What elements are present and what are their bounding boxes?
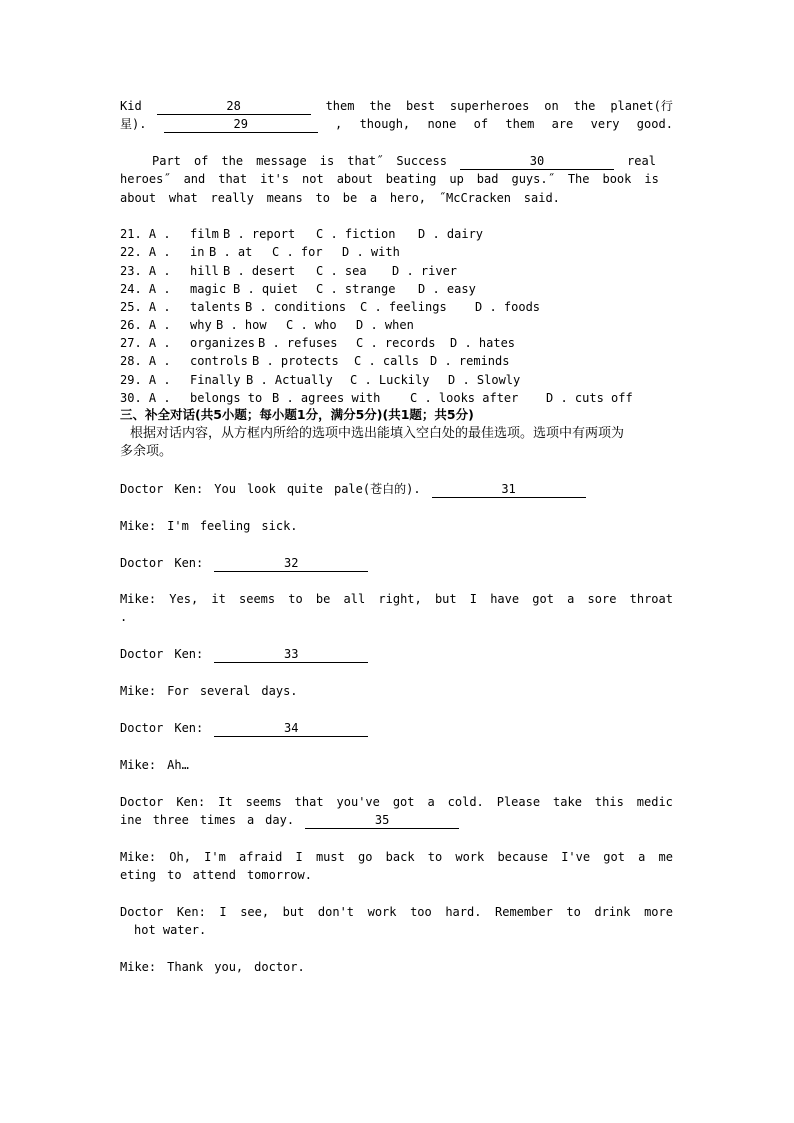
word: a bbox=[638, 850, 646, 864]
word: Ken: bbox=[174, 482, 204, 496]
word: I'm bbox=[204, 850, 226, 864]
section-instruction-line-2: 多余项。 bbox=[120, 444, 173, 459]
passage-line-5 bbox=[120, 189, 560, 207]
word: Ken: bbox=[174, 556, 204, 570]
dialogue-line-3 bbox=[120, 554, 673, 572]
option-d: D . cuts off bbox=[546, 391, 633, 405]
option-c: C . who bbox=[286, 318, 337, 332]
option-number: 28. A . bbox=[120, 354, 171, 368]
word: For bbox=[167, 684, 189, 698]
option-d: D . reminds bbox=[430, 354, 510, 368]
word: about bbox=[120, 191, 157, 205]
option-a: belongs to bbox=[190, 391, 263, 405]
word: message bbox=[256, 154, 307, 168]
word: Mike: bbox=[120, 684, 157, 698]
option-c: C . Luckily bbox=[350, 373, 430, 387]
word: work bbox=[455, 850, 485, 864]
word: book bbox=[602, 172, 632, 186]
word: medic bbox=[636, 795, 673, 809]
word: you, bbox=[214, 960, 244, 974]
option-row-25 bbox=[120, 298, 680, 316]
passage-line-3 bbox=[152, 152, 656, 170]
dialogue-line-6 bbox=[120, 682, 673, 700]
word: not bbox=[302, 172, 324, 186]
word: it's bbox=[260, 172, 290, 186]
blank-31: 31 bbox=[432, 482, 586, 498]
word: none bbox=[427, 117, 457, 131]
word: three bbox=[152, 813, 189, 827]
option-number: 21. A . bbox=[120, 227, 171, 241]
option-b: B . how bbox=[216, 318, 267, 332]
word: sick. bbox=[261, 519, 298, 533]
option-a: magic bbox=[190, 282, 227, 296]
word: eting bbox=[120, 868, 157, 882]
word: Oh, bbox=[169, 850, 191, 864]
option-a: film bbox=[190, 227, 219, 241]
option-number: 26. A . bbox=[120, 318, 171, 332]
word: I bbox=[219, 905, 227, 919]
dialogue-line-4 bbox=[120, 590, 673, 608]
option-b: B . report bbox=[223, 227, 296, 241]
dialogue-line-1 bbox=[120, 480, 673, 498]
word: Doctor bbox=[120, 721, 164, 735]
option-number: 25. A . bbox=[120, 300, 171, 314]
word: them bbox=[505, 117, 535, 131]
word: I bbox=[469, 592, 478, 606]
option-c: C . fiction bbox=[316, 227, 396, 241]
word: and bbox=[183, 172, 206, 186]
word: real bbox=[627, 154, 656, 168]
option-d: D . easy bbox=[418, 282, 476, 296]
word: Please bbox=[496, 795, 541, 809]
word: Ken: bbox=[176, 795, 206, 809]
word: means bbox=[266, 191, 303, 205]
dialogue-line-12 bbox=[120, 958, 673, 976]
word: Yes, bbox=[169, 592, 199, 606]
word: Ah… bbox=[167, 758, 189, 772]
blank-35: 35 bbox=[305, 813, 459, 829]
word: the bbox=[369, 99, 392, 113]
word: Mike: bbox=[120, 519, 157, 533]
word: times bbox=[199, 813, 236, 827]
word: seems bbox=[239, 592, 276, 606]
word: I've bbox=[561, 850, 591, 864]
option-number: 27. A . bbox=[120, 336, 171, 350]
word: take bbox=[553, 795, 582, 809]
dialogue-line-10-cont bbox=[120, 866, 673, 884]
option-c: C . strange bbox=[316, 282, 396, 296]
word: doctor. bbox=[254, 960, 305, 974]
word: hero, bbox=[389, 191, 427, 205]
word: quite bbox=[286, 482, 323, 496]
word: up bbox=[449, 172, 464, 186]
option-number: 23. A . bbox=[120, 264, 171, 278]
dialogue-line-11-cont bbox=[134, 921, 687, 939]
option-a: Finally bbox=[190, 373, 241, 387]
word: beating bbox=[385, 172, 437, 186]
word: said. bbox=[523, 191, 560, 205]
word: guys.˝ bbox=[511, 172, 555, 186]
word: really bbox=[210, 191, 254, 205]
word: though, bbox=[359, 117, 411, 131]
word: Doctor bbox=[120, 482, 164, 496]
word: ˝McCracken bbox=[438, 191, 512, 205]
blank-32: 32 bbox=[214, 556, 368, 572]
option-row-22 bbox=[120, 243, 680, 261]
word: the bbox=[573, 99, 596, 113]
option-b: B . desert bbox=[223, 264, 296, 278]
word: to bbox=[315, 191, 330, 205]
word: throat bbox=[629, 592, 673, 606]
word: is bbox=[644, 172, 659, 186]
word: Kid bbox=[120, 99, 142, 113]
word: you've bbox=[336, 795, 380, 809]
word: right, bbox=[378, 592, 422, 606]
word: hard. bbox=[445, 905, 482, 919]
option-c: C . for bbox=[272, 245, 323, 259]
word: what bbox=[168, 191, 198, 205]
word: It bbox=[218, 795, 233, 809]
word: them bbox=[325, 99, 355, 113]
option-c: C . looks after bbox=[410, 391, 519, 405]
word: Doctor bbox=[120, 556, 164, 570]
option-number: 29. A . bbox=[120, 373, 171, 387]
word: drink bbox=[594, 905, 631, 919]
word: of bbox=[193, 154, 209, 168]
word: Doctor bbox=[120, 795, 164, 809]
word: hot water. bbox=[134, 923, 207, 937]
word: work bbox=[367, 905, 397, 919]
word: Success bbox=[396, 154, 447, 168]
option-b: B . refuses bbox=[258, 336, 338, 350]
option-row-24 bbox=[120, 280, 680, 298]
word: to bbox=[288, 592, 303, 606]
dialogue-line-10 bbox=[120, 848, 673, 866]
word: You bbox=[214, 482, 236, 496]
option-b: B . agrees with bbox=[272, 391, 381, 405]
word: go bbox=[358, 850, 373, 864]
word: a bbox=[427, 795, 435, 809]
word: be bbox=[342, 191, 358, 205]
option-row-26 bbox=[120, 316, 680, 334]
option-b: B . conditions bbox=[245, 300, 347, 314]
word: planet(行 bbox=[610, 99, 673, 113]
word: got bbox=[532, 592, 554, 606]
option-d: D . with bbox=[342, 245, 400, 259]
option-row-29 bbox=[120, 371, 680, 389]
word: Thank bbox=[167, 960, 204, 974]
word: Doctor bbox=[120, 905, 164, 919]
word: got bbox=[392, 795, 415, 809]
option-d: D . dairy bbox=[418, 227, 484, 241]
option-b: B . quiet bbox=[233, 282, 299, 296]
word: don't bbox=[317, 905, 355, 919]
section-heading: 三、补全对话(共5小题；每小题1分，满分5分)(共1题；共5分) bbox=[120, 407, 474, 422]
option-a: why bbox=[190, 318, 212, 332]
option-c: C . records bbox=[356, 336, 436, 350]
dialogue-line-11 bbox=[120, 903, 673, 921]
word: but bbox=[434, 592, 457, 606]
word: of bbox=[473, 117, 489, 131]
word: bad bbox=[476, 172, 499, 186]
word: all bbox=[343, 592, 366, 606]
option-c: C . calls bbox=[354, 354, 420, 368]
section-instruction-line-1: 根据对话内容，从方框内所给的选项中选出能填入空白处的最佳选项。选项中有两项为 bbox=[130, 426, 625, 441]
word: a bbox=[246, 813, 255, 827]
option-a: hill bbox=[190, 264, 219, 278]
word: Mike: bbox=[120, 960, 157, 974]
word: me bbox=[658, 850, 673, 864]
word: pale(苍白的). bbox=[333, 482, 421, 496]
option-d: D . when bbox=[356, 318, 414, 332]
word: is bbox=[319, 154, 335, 168]
blank-33: 33 bbox=[214, 647, 368, 663]
option-b: B . at bbox=[209, 245, 253, 259]
word: to bbox=[167, 868, 182, 882]
word: . bbox=[120, 610, 128, 624]
option-number: 22. A . bbox=[120, 245, 171, 259]
blank-28: 28 bbox=[157, 99, 311, 115]
blank-30: 30 bbox=[460, 154, 614, 170]
word: Mike: bbox=[120, 592, 157, 606]
word: must bbox=[315, 850, 345, 864]
word: I bbox=[295, 850, 303, 864]
dialogue-line-7 bbox=[120, 719, 673, 737]
word: have bbox=[490, 592, 520, 606]
option-c: C . sea bbox=[316, 264, 367, 278]
word: very bbox=[590, 117, 620, 131]
word: good. bbox=[636, 117, 673, 131]
word: too bbox=[410, 905, 432, 919]
dialogue-line-9 bbox=[120, 793, 673, 811]
word: sore bbox=[587, 592, 617, 606]
word: Mike: bbox=[120, 850, 157, 864]
dialogue-line-9-cont bbox=[120, 811, 673, 829]
dialogue-line-8 bbox=[120, 756, 673, 774]
blank-29: 29 bbox=[164, 117, 318, 133]
word: I'm bbox=[167, 519, 189, 533]
word: to bbox=[427, 850, 443, 864]
option-b: B . protects bbox=[252, 354, 339, 368]
word: back bbox=[385, 850, 415, 864]
passage-line-1 bbox=[120, 97, 673, 115]
option-row-27 bbox=[120, 334, 680, 352]
word: days. bbox=[261, 684, 298, 698]
word: 星). bbox=[120, 117, 147, 131]
option-row-23 bbox=[120, 262, 680, 280]
option-a: organizes bbox=[190, 336, 256, 350]
word: superheroes bbox=[449, 99, 530, 113]
word: The bbox=[567, 172, 590, 186]
option-d: D . foods bbox=[475, 300, 541, 314]
word: a bbox=[369, 191, 378, 205]
option-a: talents bbox=[190, 300, 241, 314]
word: Remember bbox=[495, 905, 553, 919]
word: that bbox=[294, 795, 324, 809]
word: ine bbox=[120, 813, 142, 827]
word: afraid bbox=[239, 850, 283, 864]
word: this bbox=[594, 795, 624, 809]
word: Doctor bbox=[120, 647, 164, 661]
word: day. bbox=[265, 813, 295, 827]
word: Ken: bbox=[174, 721, 204, 735]
word: best bbox=[406, 99, 435, 113]
passage-line-2 bbox=[120, 115, 673, 133]
word: on bbox=[544, 99, 559, 113]
word: a bbox=[567, 592, 575, 606]
word: that˝ bbox=[347, 154, 384, 168]
option-d: D . river bbox=[392, 264, 458, 278]
dialogue-line-2 bbox=[120, 517, 673, 535]
option-d: D . hates bbox=[450, 336, 516, 350]
word: the bbox=[221, 154, 244, 168]
word: seems bbox=[245, 795, 282, 809]
word: about bbox=[336, 172, 373, 186]
word: Part bbox=[152, 154, 181, 168]
word: more bbox=[644, 905, 673, 919]
word: Ken: bbox=[174, 647, 204, 661]
passage-line-4 bbox=[120, 170, 659, 188]
option-c: C . feelings bbox=[360, 300, 447, 314]
word: to bbox=[566, 905, 581, 919]
dialogue-line-4-cont bbox=[120, 608, 673, 626]
word: feeling bbox=[199, 519, 251, 533]
word: cold. bbox=[447, 795, 484, 809]
word: attend bbox=[192, 868, 236, 882]
option-row-21 bbox=[120, 225, 680, 243]
option-row-30 bbox=[120, 389, 680, 407]
dialogue-line-5 bbox=[120, 645, 673, 663]
blank-34: 34 bbox=[214, 721, 368, 737]
option-row-28 bbox=[120, 352, 680, 370]
word: several bbox=[199, 684, 251, 698]
word: be bbox=[315, 592, 331, 606]
word: look bbox=[246, 482, 276, 496]
word: but bbox=[282, 905, 305, 919]
option-number: 24. A . bbox=[120, 282, 171, 296]
option-a: controls bbox=[190, 354, 248, 368]
word: Mike: bbox=[120, 758, 157, 772]
word: Ken: bbox=[176, 905, 206, 919]
word: heroes˝ bbox=[120, 172, 171, 186]
word: it bbox=[211, 592, 226, 606]
option-number: 30. A . bbox=[120, 391, 171, 405]
word: see, bbox=[240, 905, 270, 919]
option-b: B . Actually bbox=[246, 373, 333, 387]
word: that bbox=[218, 172, 248, 186]
option-a: in bbox=[190, 245, 205, 259]
word: tomorrow. bbox=[246, 868, 312, 882]
word: are bbox=[551, 117, 574, 131]
word: because bbox=[497, 850, 549, 864]
option-d: D . Slowly bbox=[448, 373, 521, 387]
word: , bbox=[335, 117, 343, 131]
word: got bbox=[603, 850, 625, 864]
